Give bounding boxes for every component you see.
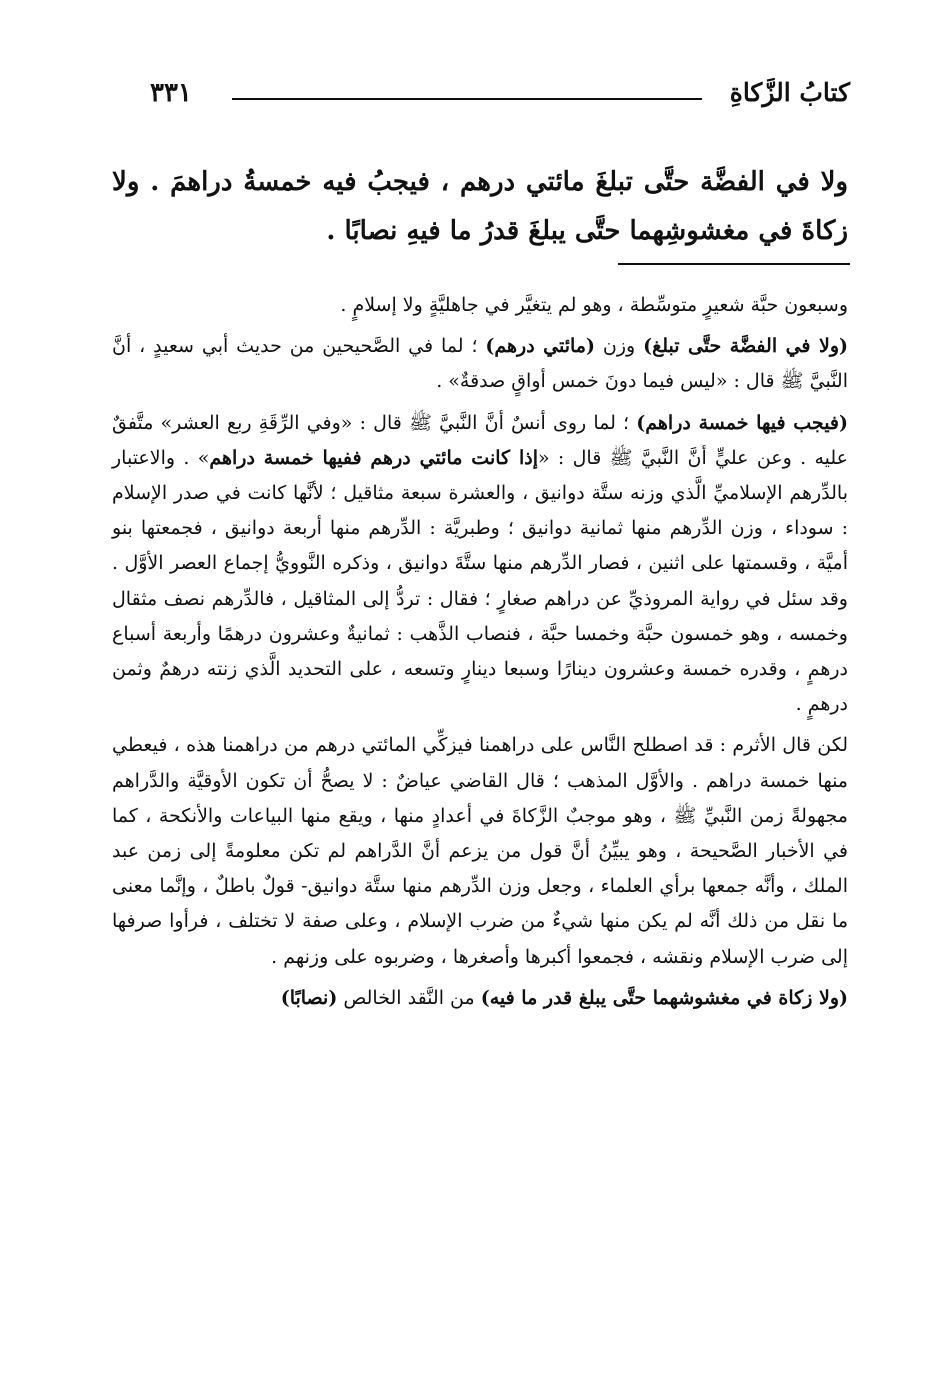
separator-rule [618,263,850,265]
commentary-paragraph [112,288,848,323]
page-header [150,78,850,122]
quoted-matn: (ولا زكاة في مغشوشهما حتَّى يبلغ قدر ما فيه) [480,986,848,1009]
paragraph-text: » . والاعتبار بالدِّرهم الإسلاميِّ الَّذي وزنه ستَّة دوانيق ، والعشرة سبعة مثاقيل ؛ لأنَّها كانت في صدر الإسلام : سوداء ، وزن الدِّرهم منها ثمانية دوانيق ؛ وطبريَّة : الدِّرهم منها أربعة دوانيق ، فجمعتها بنو أميَّة ، وقسمتها على اثنين ، فصار الدِّرهم منها ستَّةَ دوانيق ، وذكره النَّوويُّ إجماع العصر الأوَّل . وقد سئل في رواية المروذيِّ عن دراهم صغارٍ ؛ فقال : تردُّ إلى المثاقيل ، فالدِّرهم نصف مثقال وخمسه ، وهو خمسون حبَّة وخمسا حبَّة ، فنصاب الذَّهب : ثمانيةٌ وعشرون درهمًا وأربعة أسباع درهمٍ ، وقدره خمسة وعشرون دينارًا وسبعا دينارٍ وتسعه ، على التحديد الَّذي زنته درهمٌ وثمن درهمٍ . [112,446,848,716]
header-rule [232,98,702,100]
quoted-matn: (فيجب فيها خمسة دراهم) [636,411,848,434]
quoted-matn: (مائتي درهم) [485,335,595,358]
quoted-matn: (نصابًا) [280,986,338,1009]
chapter-title: كتابُ الزَّكاةِ [729,78,850,107]
quoted-matn: (ولا في الفضَّة حتَّى تبلغ) [643,335,848,358]
main-text: ولا في الفضَّة حتَّى تبلغَ مائتي درهم ، فيجبُ فيه خمسةُ دراهمَ . ولا زكاةَ في مغشوشِهما حتَّى يبلغَ قدرُ ما فيهِ نصابًا . [112,167,848,246]
paragraph-text: وزن [594,335,644,358]
paragraph-text: ؛ لما روى أنسٌ أنَّ النَّبيَّ ﷺ قال : «وفي الرِّقَةِ ربع العشر» متَّفقٌ عليه . وعن عليٍّ أنَّ النَّبيَّ ﷺ قال : « [112,411,848,469]
hadith-quote: إذا كانت مائتي درهم ففيها خمسة دراهم [209,446,538,469]
commentary-paragraph [112,406,848,723]
commentary-paragraph [112,981,848,1016]
commentary-paragraph [112,728,848,974]
paragraph-text: لكن قال الأثرم : قد اصطلح النَّاس على دراهمنا فيزكِّي المائتي درهم من دراهمنا هذه ، فيعطي منها خمسة دراهم . والأوَّل المذهب ؛ قال القاضي عياضٌ : لا يصحُّ أن تكون الأوقيَّة والدَّراهم مجهولةً زمن النَّبيِّ ﷺ ، وهو موجبٌ الزَّكاةَ في أعدادٍ منها ، ويقع منها البياعات والأنكحة ، كما في الأخبار الصَّحيحة ، وهو يبيِّنُ أنَّ قول من يزعم أنَّ الدَّراهم لم تكن معلومةً إلى زمن عبد الملك ، وأنَّه جمعها برأي العلماء ، وجعل وزن الدِّرهم منها ستَّة دوانيق- قولٌ باطلٌ ، وإنَّما معنى ما نقل من ذلك أنَّه لم يكن منها شيءٌ من ضرب الإسلام ، وعلى صفة لا تختلف ، فرأوا صرفها إلى ضرب الإسلام ونقشه ، فجمعوا أكبرها وأصغرها ، وضربوه على وزنهم . [112,734,848,968]
commentary-paragraph [112,329,848,399]
paragraph-text: ؛ لما في الصَّحيحين من حديث أبي سعيدٍ ، أنَّ النَّبيَّ ﷺ قال : «ليس فيما دونَ خمس أواقٍ صدقةٌ» . [112,335,848,393]
page-number: ٣٣١ [150,78,192,108]
paragraph-text: من النَّقد الخالص [337,986,481,1009]
paragraph-text: وسبعون حبَّة شعيرٍ متوسِّطة ، وهو لم يتغيَّر في جاهليَّةٍ ولا إسلامٍ . [340,294,848,316]
commentary [112,288,848,1022]
